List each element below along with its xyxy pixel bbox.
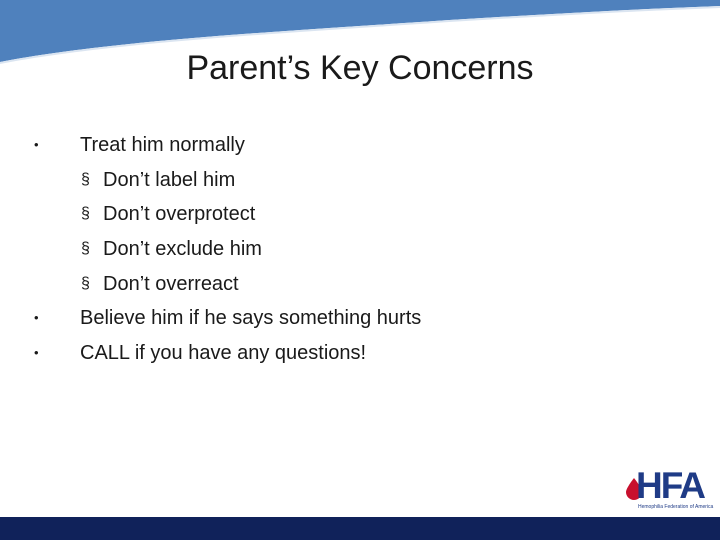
sub-bullet-text: Don’t overprotect: [103, 203, 256, 226]
sub-bullet-marker: §: [81, 240, 90, 258]
hfa-logo: [622, 466, 718, 514]
list-item: [0, 197, 720, 232]
bullet-list: [0, 128, 720, 371]
list-item: [0, 336, 720, 371]
list-item: [0, 301, 720, 336]
sub-bullet-text: Don’t exclude him: [103, 238, 262, 261]
bullet-marker: •: [34, 137, 39, 152]
logo-wordmark: HFA: [636, 465, 704, 506]
sub-bullet-marker: §: [81, 205, 90, 223]
bullet-text: Treat him normally: [80, 134, 245, 156]
list-item: [0, 267, 720, 302]
sub-bullet-text: Don’t overreact: [103, 272, 239, 295]
page-title: Parent’s Key Concerns: [186, 49, 534, 87]
list-item: [0, 128, 720, 163]
sub-bullet-marker: §: [81, 274, 90, 292]
bullet-marker: •: [34, 310, 39, 326]
list-item: [0, 163, 720, 198]
sub-bullet-text: Don’t label him: [103, 168, 236, 191]
footer-bar: [0, 517, 720, 540]
bullet-text: CALL if you have any questions!: [80, 342, 367, 365]
list-item: [0, 232, 720, 267]
bullet-text: Believe him if he says something hurts: [80, 307, 422, 330]
bullet-marker: •: [34, 345, 39, 361]
logo-tagline: Hemophilia Federation of America: [638, 504, 714, 510]
sub-bullet-marker: §: [81, 170, 90, 188]
